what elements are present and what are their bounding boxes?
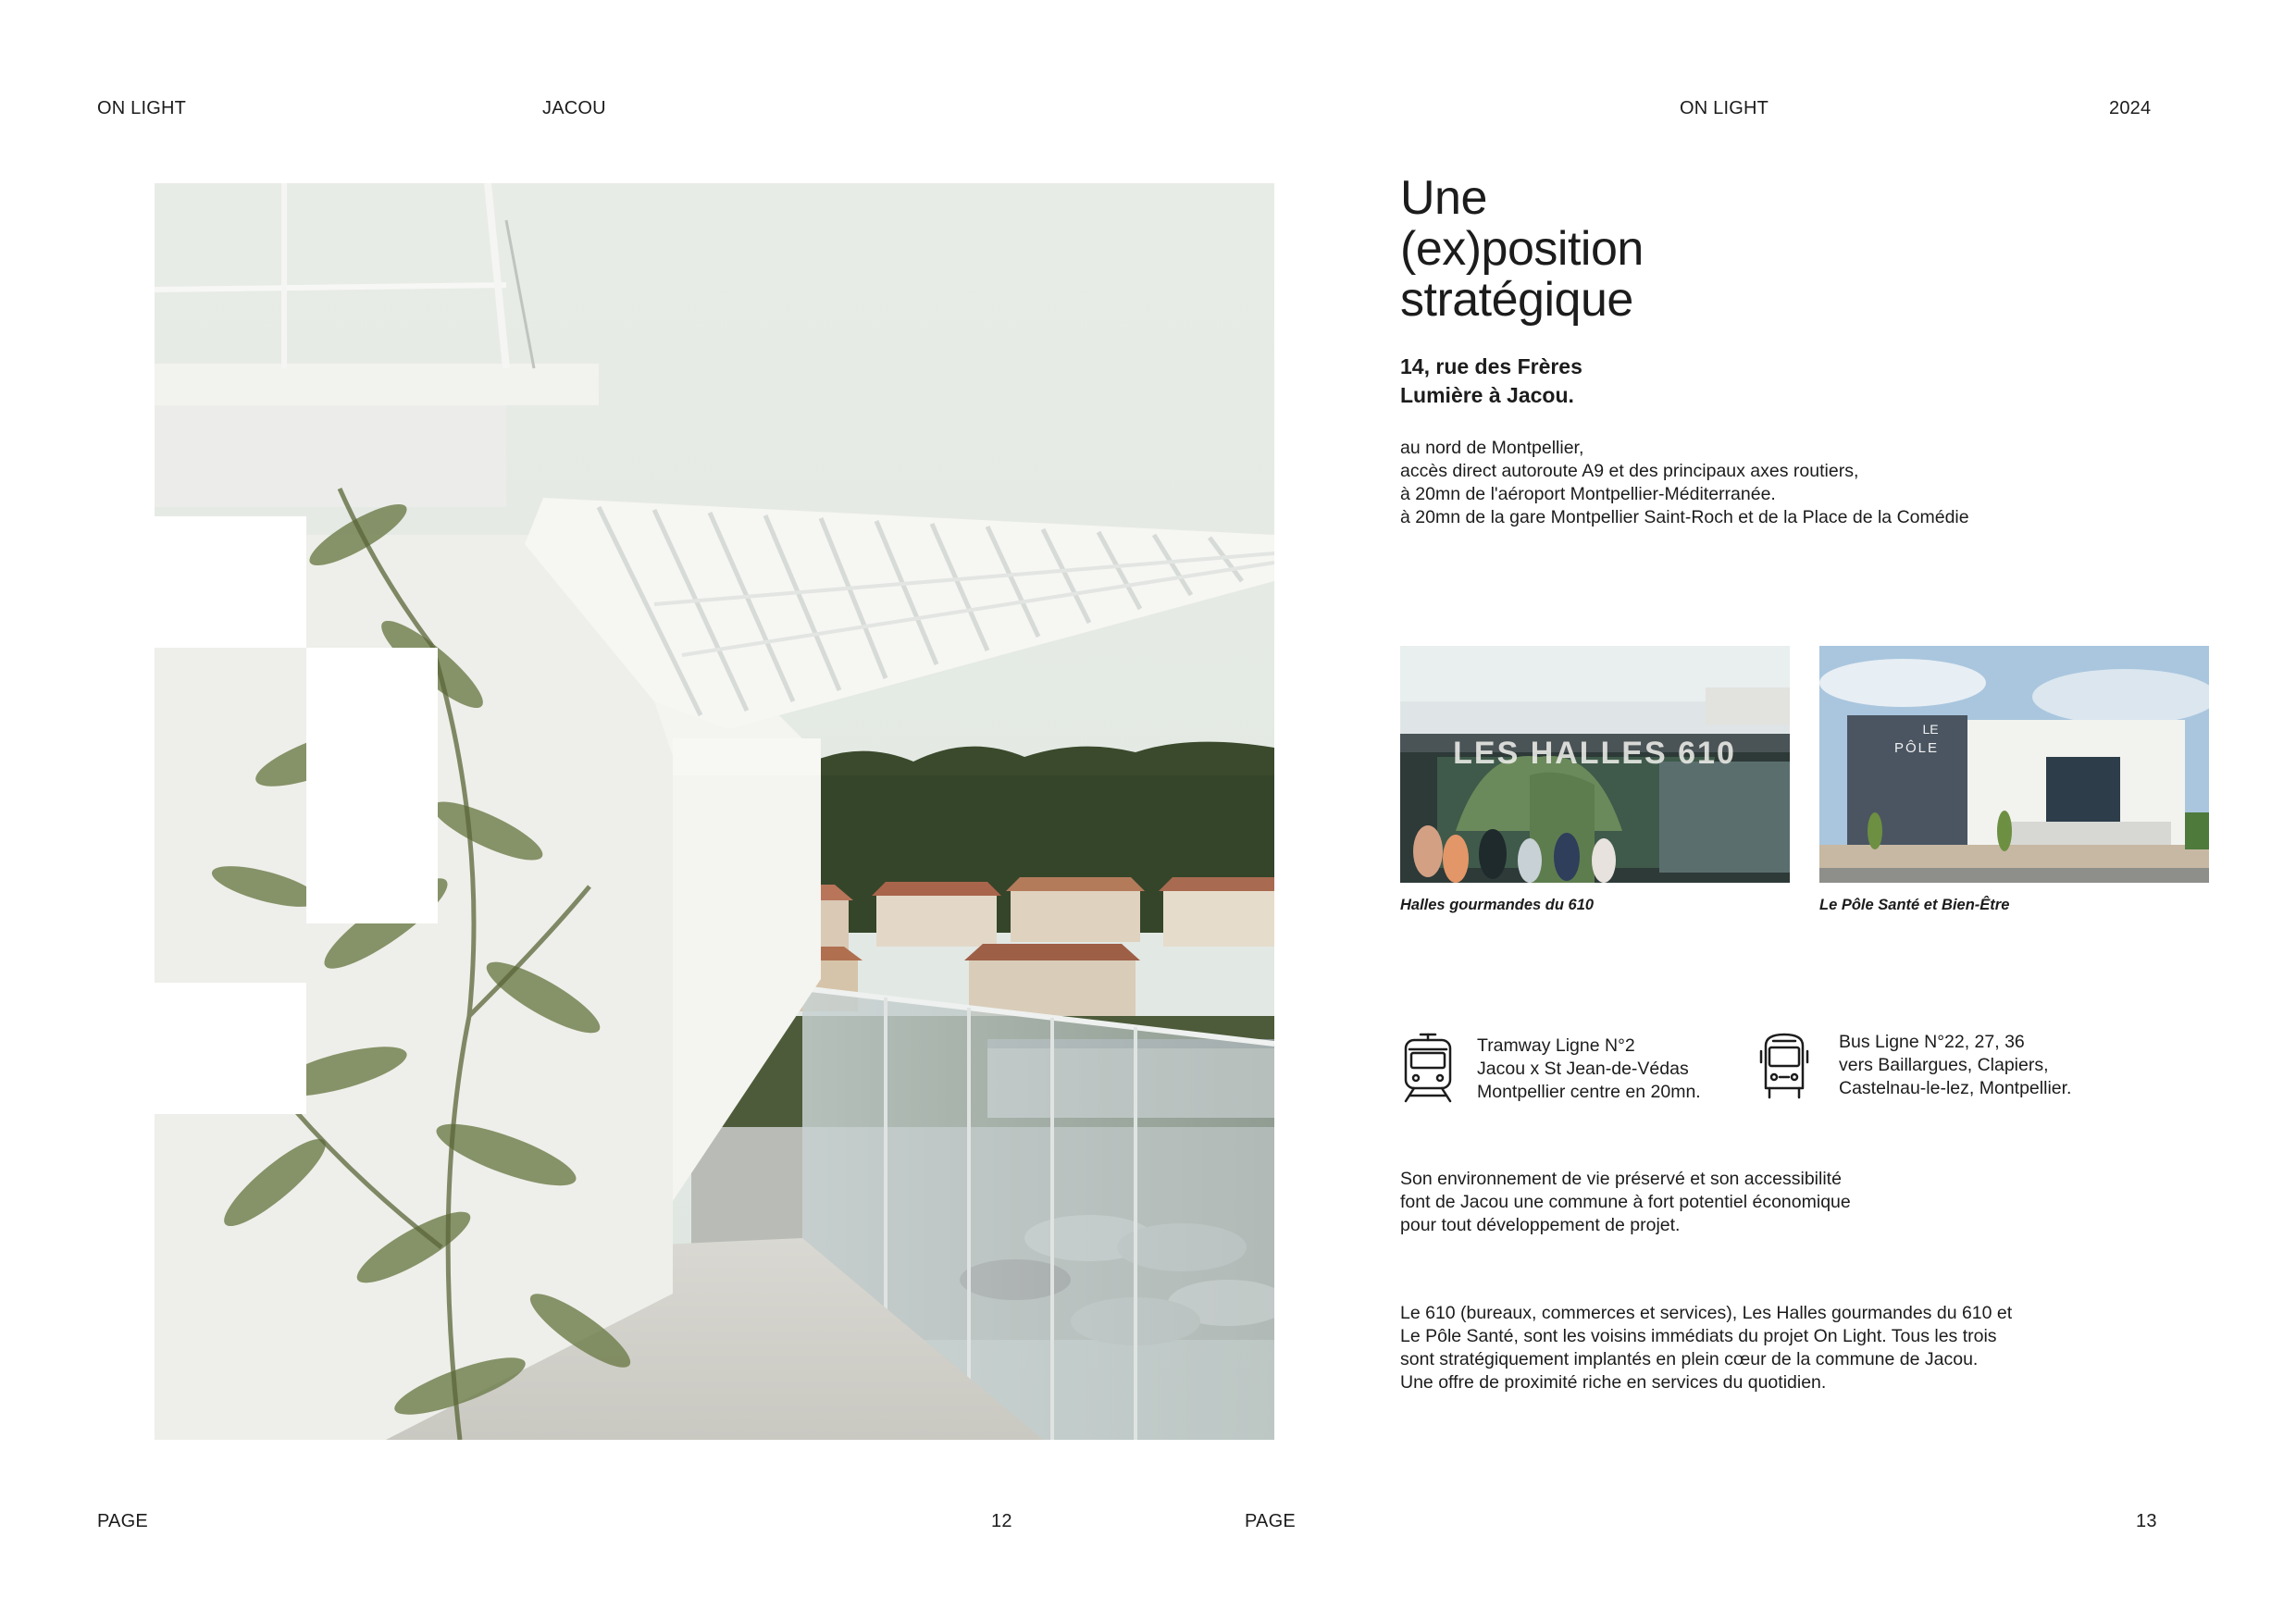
neighbors-line-4: Une offre de proximité riche en services du quotidien. bbox=[1400, 1372, 1827, 1393]
footer-page-label-left: PAGE bbox=[97, 1511, 148, 1531]
halles-sign: LES HALLES 610 bbox=[1453, 736, 1736, 771]
bus-line-3: Castelnau-le-lez, Montpellier. bbox=[1839, 1078, 2072, 1098]
pole-photo bbox=[1819, 646, 2209, 883]
pole-sign-line2: PÔLE bbox=[1893, 740, 1940, 756]
footer-page-number-right: 13 bbox=[2136, 1511, 2157, 1531]
page-title bbox=[1400, 173, 1644, 326]
header-location: JACOU bbox=[542, 98, 606, 118]
neighbors-paragraph bbox=[1400, 1302, 2012, 1394]
white-block-3 bbox=[155, 983, 306, 1114]
white-block-2 bbox=[306, 648, 438, 923]
bus-info bbox=[1839, 1031, 2071, 1100]
halles-photo bbox=[1400, 646, 1790, 883]
header-brand-left: ON LIGHT bbox=[97, 98, 187, 118]
caption-pole: Le Pôle Santé et Bien-Être bbox=[1819, 897, 2010, 913]
access-paragraph bbox=[1400, 437, 1969, 529]
address-line-1: 14, rue des Frères bbox=[1400, 354, 1582, 378]
environment-line-2: font de Jacou une commune à fort potentiel économique bbox=[1400, 1192, 1851, 1212]
tram-info bbox=[1477, 1035, 1701, 1104]
neighbors-line-2: Le Pôle Santé, sont les voisins immédiats du projet On Light. Tous les trois bbox=[1400, 1326, 1997, 1346]
bus-icon bbox=[1756, 1031, 1812, 1101]
bus-line-2: vers Baillargues, Clapiers, bbox=[1839, 1055, 2049, 1075]
address bbox=[1400, 353, 1582, 410]
title-line-2: (ex)position bbox=[1400, 222, 1644, 276]
title-line-1: Une bbox=[1400, 171, 1487, 225]
tram-line-3: Montpellier centre en 20mn. bbox=[1477, 1082, 1701, 1102]
neighbors-line-1: Le 610 (bureaux, commerces et services), Les Halles gourmandes du 610 et bbox=[1400, 1303, 2013, 1323]
access-line-3: à 20mn de l'aéroport Montpellier-Méditerranée. bbox=[1400, 484, 1776, 504]
tram-line-2: Jacou x St Jean-de-Védas bbox=[1477, 1059, 1689, 1079]
access-line-4: à 20mn de la gare Montpellier Saint-Roch et de la Place de la Comédie bbox=[1400, 507, 1969, 527]
environment-line-3: pour tout développement de projet. bbox=[1400, 1215, 1681, 1235]
environment-paragraph bbox=[1400, 1168, 1851, 1237]
title-line-3: stratégique bbox=[1400, 273, 1633, 327]
footer-page-label-right: PAGE bbox=[1245, 1511, 1296, 1531]
header-brand-right: ON LIGHT bbox=[1680, 98, 1769, 118]
header-year: 2024 bbox=[2109, 98, 2152, 118]
tram-icon bbox=[1400, 1033, 1456, 1103]
environment-line-1: Son environnement de vie préservé et son accessibilité bbox=[1400, 1169, 1842, 1189]
access-line-2: accès direct autoroute A9 et des principaux axes routiers, bbox=[1400, 461, 1859, 481]
access-line-1: au nord de Montpellier, bbox=[1400, 438, 1584, 458]
tram-line-1: Tramway Ligne N°2 bbox=[1477, 1035, 1635, 1056]
bus-line-1: Bus Ligne N°22, 27, 36 bbox=[1839, 1032, 2025, 1052]
pole-sign-line1: LE bbox=[1922, 722, 1939, 737]
white-block-1 bbox=[155, 516, 306, 648]
caption-halles: Halles gourmandes du 610 bbox=[1400, 897, 1595, 913]
address-line-2: Lumière à Jacou. bbox=[1400, 383, 1574, 407]
neighbors-line-3: sont stratégiquement implantés en plein cœur de la commune de Jacou. bbox=[1400, 1349, 1979, 1369]
footer-page-number-left: 12 bbox=[991, 1511, 1012, 1531]
